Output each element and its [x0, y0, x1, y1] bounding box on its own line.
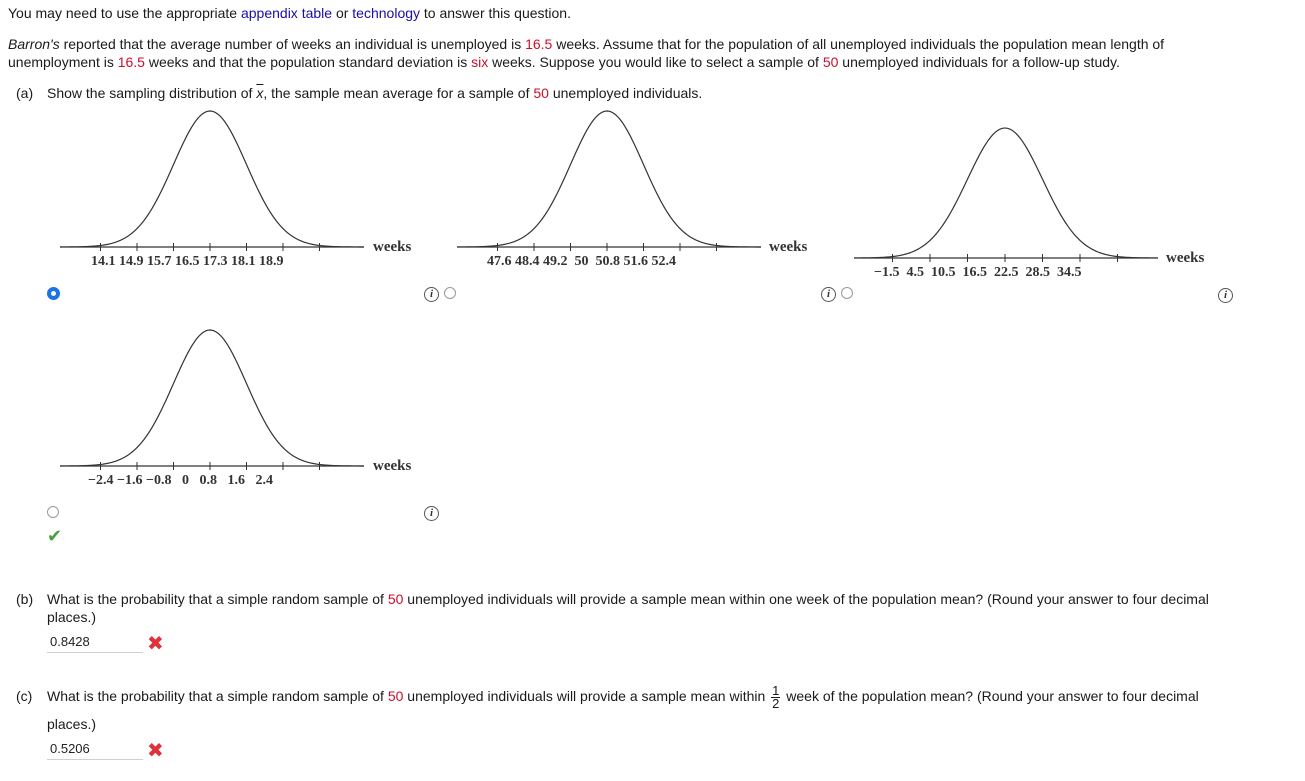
intro-text: You may need to use the appropriate appendix table or technology to answer this question.	[8, 5, 571, 21]
part-c-question: What is the probability that a simple random sample of 50 unemployed individuals will provide a sample mean within $\frac{1}{2}$ week of the population mean? (Round your answer to four decimal	[47, 682, 1199, 711]
part-a-label: (a)	[16, 85, 34, 101]
graph-3-unit-label: weeks	[1166, 250, 1205, 266]
incorrect-x-icon: ✖	[147, 740, 164, 762]
incorrect-x-icon: ✖	[147, 633, 164, 655]
population-mean: 16.5	[117, 54, 145, 70]
info-icon[interactable]: i	[821, 287, 836, 302]
correct-check-icon: ✔	[47, 526, 63, 546]
graph-1-tick-labels: 14.1 14.9 15.7 16.5 17.3 18.1 18.9	[91, 254, 284, 269]
graph-4-unit-label: weeks	[373, 458, 412, 474]
option-2-radio[interactable]	[444, 287, 456, 299]
part-c-question-cont: places.)	[47, 716, 97, 732]
graph-3-tick-labels: −1.5 4.5 10.5 16.5 22.5 28.5 34.5	[874, 265, 1082, 280]
x-bar-symbol: $\overline{x}$	[256, 85, 264, 101]
part-a-question: Show the sampling distribution of $\overline{x}$, the sample mean average for a sample of 50 unemployed individuals.	[47, 85, 703, 101]
part-c-answer-input[interactable]	[47, 738, 143, 760]
appendix-table-link[interactable]: appendix table	[240, 5, 333, 21]
normal-curve-graph-2	[455, 106, 765, 254]
normal-curve-graph-4	[58, 325, 368, 473]
sample-size: 50	[822, 54, 839, 70]
option-1-radio[interactable]	[47, 287, 60, 300]
population-sd: six	[471, 54, 489, 70]
info-icon[interactable]: i	[424, 287, 439, 302]
problem-statement: Barron's reported that the average number of weeks an individual is unemployed is 16.5 weeks. Assume that for the population of all unemployed individuals the population mean length of unemployment is 16.5 weeks and that the population standard deviation is six weeks. Suppose you would like to select a sample of 50 unemployed individuals for a follow-up study.	[8, 36, 1165, 70]
option-4-radio[interactable]	[47, 506, 59, 518]
part-b-label: (b)	[16, 591, 34, 607]
part-c-label: (c)	[16, 688, 33, 704]
graph-4-tick-labels: −2.4 −1.6 −0.8 0 0.8 1.6 2.4	[88, 473, 273, 488]
graph-2-unit-label: weeks	[769, 239, 808, 255]
part-b-question: What is the probability that a simple random sample of 50 unemployed individuals will provide a sample mean within one week of the population mean? (Round your answer to four decimal places.)	[47, 591, 1209, 625]
option-3-radio[interactable]	[841, 287, 853, 299]
half-fraction: $\frac{1}{2}$	[772, 682, 780, 711]
graph-1-unit-label: weeks	[373, 239, 412, 255]
normal-curve-graph-1	[58, 106, 368, 254]
part-b-answer-input[interactable]	[47, 631, 143, 653]
info-icon[interactable]: i	[1218, 288, 1233, 303]
technology-link[interactable]: technology	[352, 5, 421, 21]
info-icon[interactable]: i	[424, 506, 439, 521]
graph-2-tick-labels: 47.6 48.4 49.2 50 50.8 51.6 52.4	[487, 254, 676, 269]
source-name: Barron's	[8, 36, 60, 52]
mean-value: 16.5	[525, 36, 553, 52]
normal-curve-graph-3	[852, 120, 1162, 268]
